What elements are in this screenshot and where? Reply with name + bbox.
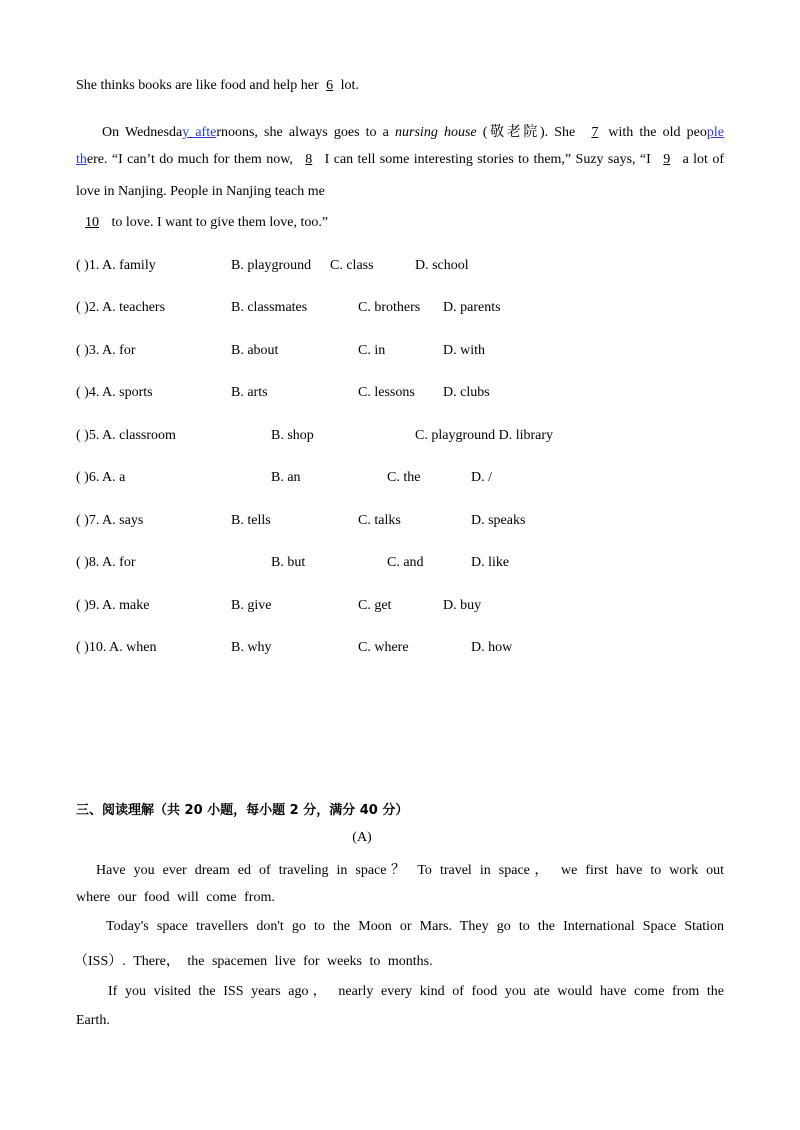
question-option-c: C. talks — [358, 513, 401, 528]
text: She thinks books are like food and help her — [76, 78, 323, 93]
reading-line: Today's space travellers don't go to the Moon or Mars. They go to the International Space Station — [106, 919, 724, 934]
question-option-c: C. class — [330, 258, 374, 273]
question-option-a: ( )5. A. classroom — [76, 428, 176, 443]
text: with the old peo — [608, 125, 707, 140]
question-option-d: D. how — [471, 640, 513, 655]
question-option-b: B. classmates — [231, 300, 308, 315]
question-option-d: D. buy — [443, 598, 482, 613]
question-option-c: C. the — [387, 470, 421, 485]
passage-line-1 — [76, 78, 359, 94]
question-option-b: B. shop — [271, 428, 314, 443]
blank-8: 8 — [305, 152, 313, 167]
question-option-b: B. playground — [231, 258, 312, 273]
blank-10: 10 — [85, 215, 99, 230]
question-option-b: B. an — [271, 470, 301, 485]
question-option-d: D. / — [471, 470, 492, 485]
question-option-b: B. about — [231, 343, 279, 358]
reading-line: （ISS）. There， the spacemen live for weeks to months. — [74, 954, 433, 969]
text: rnoons, she always goes to a — [216, 125, 396, 140]
text: (敬老院). She — [476, 125, 582, 140]
question-option-a: ( )4. A. sports — [76, 385, 153, 400]
question-option-c: C. and — [387, 555, 424, 570]
blank-6: 6 — [326, 78, 334, 93]
question-option-a: ( )9. A. make — [76, 598, 150, 613]
reading-line: If you visited the ISS years ago， nearly every kind of food you ate would have come from the — [108, 984, 724, 999]
text: On Wednesda — [102, 125, 183, 140]
question-option-c: C. brothers — [358, 300, 421, 315]
question-option-b: B. arts — [231, 385, 268, 400]
question-option-b: B. but — [271, 555, 306, 570]
question-option-c: C. playground D. library — [415, 428, 554, 443]
text: to love. I want to give them love, too.” — [108, 215, 329, 230]
question-option-d: D. parents — [443, 300, 501, 315]
question-option-a: ( )8. A. for — [76, 555, 136, 570]
blank-9: 9 — [663, 152, 671, 167]
link-text[interactable]: ple — [706, 125, 724, 140]
question-option-d: D. with — [443, 343, 485, 358]
question-option-a: ( )1. A. family — [76, 258, 156, 273]
question-option-d: D. school — [415, 258, 469, 273]
section-heading: 三、阅读理解（共 20 小题，每小题 2 分，满分 40 分） — [76, 803, 409, 818]
passage-line-2 — [76, 121, 724, 141]
text: lot. — [337, 78, 359, 93]
passage-line-3 — [76, 152, 724, 168]
nursing-house: nursing house — [395, 125, 477, 140]
question-option-c: C. where — [358, 640, 409, 655]
question-option-b: B. why — [231, 640, 272, 655]
question-option-a: ( )10. A. when — [76, 640, 157, 655]
question-option-c: C. get — [358, 598, 392, 613]
question-option-d: D. speaks — [471, 513, 526, 528]
question-option-d: D. like — [471, 555, 510, 570]
text: a lot of — [678, 152, 724, 167]
link-text[interactable]: th — [76, 152, 87, 167]
blank-7: 7 — [591, 125, 599, 140]
passage-label: (A) — [352, 830, 372, 845]
question-option-c: C. lessons — [358, 385, 415, 400]
question-option-c: C. in — [358, 343, 386, 358]
text: ere. “I can’t do much for them now, — [86, 152, 298, 167]
link-text[interactable]: y afte — [182, 125, 217, 140]
text: I can tell some interesting stories to them,” Suzy says, “I — [320, 152, 656, 167]
question-option-a: ( )3. A. for — [76, 343, 136, 358]
question-option-a: ( )6. A. a — [76, 470, 126, 485]
question-option-a: ( )2. A. teachers — [76, 300, 166, 315]
reading-line: Earth. — [76, 1013, 110, 1028]
question-option-b: B. give — [231, 598, 272, 613]
reading-line: Have you ever dream ed of traveling in space？ To travel in space， we first have to work out — [96, 863, 724, 878]
question-option-a: ( )7. A. says — [76, 513, 144, 528]
reading-line: where our food will come from. — [76, 890, 275, 905]
passage-line-4: love in Nanjing. People in Nanjing teach me — [76, 184, 325, 199]
question-option-b: B. tells — [231, 513, 271, 528]
passage-line-5 — [76, 215, 328, 231]
question-option-d: D. clubs — [443, 385, 490, 400]
